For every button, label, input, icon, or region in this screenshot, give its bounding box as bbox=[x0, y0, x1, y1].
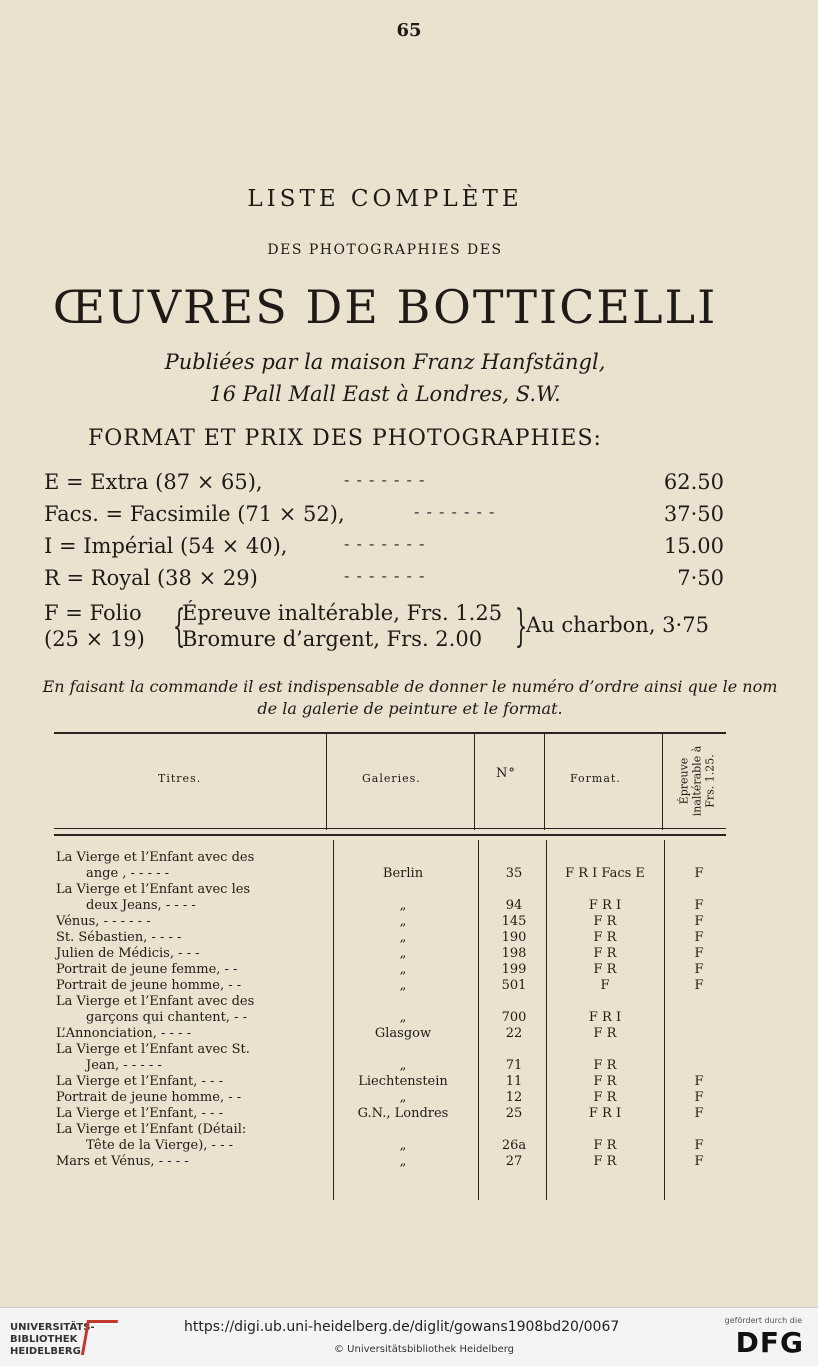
order-note: En faisant la commande il est indispensable de donner le numéro d’ordre ainsi que le nom de la galerie de peinture et le format. bbox=[42, 677, 778, 718]
price-row-extra bbox=[44, 470, 724, 500]
table-header-rule-2 bbox=[54, 834, 726, 836]
cell-numero: 501 bbox=[501, 978, 527, 993]
leader-dashes: - - - - - - - bbox=[344, 534, 426, 553]
format-label: E = Extra (87 × 65), bbox=[44, 470, 263, 494]
cell-galerie: Berlin bbox=[382, 866, 424, 881]
titre-line: La Vierge et l’Enfant, - - - bbox=[56, 1106, 223, 1121]
publisher-line-1: Publiées par la maison Franz Hanfstängl, bbox=[164, 350, 606, 374]
cell-epreuve: F bbox=[694, 1106, 704, 1121]
dfg-logo: DFG bbox=[735, 1326, 804, 1359]
table-top-rule bbox=[54, 732, 726, 734]
cell-numero: 199 bbox=[501, 962, 527, 977]
cell-format: F R I bbox=[588, 1010, 622, 1025]
header-galeries: Galeries. bbox=[362, 772, 421, 785]
leader-dashes: - - - - - - - bbox=[414, 502, 496, 521]
header-numero: N° bbox=[496, 766, 516, 781]
titre-line: Portrait de jeune femme, - - bbox=[56, 962, 238, 977]
folio-label bbox=[44, 600, 145, 652]
titre-line: Jean, - - - - - bbox=[86, 1058, 162, 1073]
titre-line: La Vierge et l’Enfant, - - - bbox=[56, 1074, 223, 1089]
folio-charbon-price: Au charbon, 3·75 bbox=[526, 613, 709, 637]
titre-line: garçons qui chantent, - - bbox=[86, 1010, 248, 1025]
folio-option-2: Bromure d’argent, Frs. 2.00 bbox=[182, 627, 483, 651]
cell-titre bbox=[56, 1106, 320, 1122]
cell-galerie: Liechtenstein bbox=[358, 1074, 448, 1089]
cell-galerie: „ bbox=[399, 946, 407, 961]
cell-titre bbox=[56, 1090, 320, 1106]
titre-line: Mars et Vénus, - - - - bbox=[56, 1154, 189, 1169]
cell-galerie: „ bbox=[399, 962, 407, 977]
cell-numero: 27 bbox=[505, 1154, 523, 1169]
titre-line: L’Annonciation, - - - - bbox=[56, 1026, 191, 1041]
format-price: 15.00 bbox=[663, 534, 724, 558]
format-price: 62.50 bbox=[663, 470, 724, 494]
formats-heading: FORMAT ET PRIX DES PHOTOGRAPHIES: bbox=[88, 426, 602, 451]
cell-titre bbox=[56, 1154, 320, 1170]
page-number: 65 bbox=[396, 20, 422, 41]
cell-format: F bbox=[600, 978, 610, 993]
column-divider bbox=[326, 734, 327, 830]
funding-note: gefördert durch die bbox=[724, 1316, 802, 1325]
format-price: 37·50 bbox=[663, 502, 724, 526]
cell-numero: 94 bbox=[505, 898, 523, 913]
folio-label-line-1: F = Folio bbox=[44, 601, 142, 625]
titre-line: Julien de Médicis, - - - bbox=[56, 946, 200, 961]
cell-epreuve: F bbox=[694, 866, 704, 881]
titre-line: La Vierge et l’Enfant (Détail: bbox=[56, 1122, 247, 1137]
cell-titre bbox=[56, 1074, 320, 1090]
cell-format: F R bbox=[593, 1058, 617, 1073]
price-row-royal bbox=[44, 566, 724, 596]
cell-epreuve: F bbox=[694, 1090, 704, 1105]
cell-galerie: „ bbox=[399, 978, 407, 993]
title-line-2: DES PHOTOGRAPHIES DES bbox=[267, 242, 503, 258]
cell-format: F R bbox=[593, 1154, 617, 1169]
permalink[interactable]: https://digi.ub.uni-heidelberg.de/diglit/gowans1908bd20/0067 bbox=[184, 1319, 620, 1335]
library-logo-mark-icon bbox=[81, 1320, 118, 1355]
format-label: R = Royal (38 × 29) bbox=[44, 566, 258, 590]
cell-epreuve: F bbox=[694, 914, 704, 929]
cell-galerie: „ bbox=[399, 1154, 407, 1169]
header-epreuve-text: Épreuve inaltérable à Frs. 1.25. bbox=[677, 745, 717, 817]
cell-titre bbox=[56, 930, 320, 946]
cell-epreuve: F bbox=[694, 1074, 704, 1089]
cell-numero: 198 bbox=[501, 946, 527, 961]
cell-numero: 35 bbox=[505, 866, 523, 881]
table-header-rule bbox=[54, 828, 726, 829]
library-logo: UNIVERSITÄTS- BIBLIOTHEK HEIDELBERG bbox=[10, 1322, 95, 1357]
format-label: I = Impérial (54 × 40), bbox=[44, 534, 288, 558]
cell-titre bbox=[56, 850, 320, 882]
cell-titre bbox=[56, 1026, 320, 1042]
cell-titre bbox=[56, 1042, 320, 1074]
header-titres: Titres. bbox=[158, 772, 202, 785]
folio-option-1: Épreuve inaltérable, Frs. 1.25 bbox=[182, 601, 503, 625]
column-divider bbox=[546, 840, 547, 1200]
header-format: Format. bbox=[570, 772, 621, 785]
leader-dashes: - - - - - - - bbox=[344, 470, 426, 489]
folio-format-block bbox=[44, 600, 734, 664]
cell-galerie: „ bbox=[399, 1138, 407, 1153]
column-divider bbox=[478, 840, 479, 1200]
titre-line: Portrait de jeune homme, - - bbox=[56, 1090, 242, 1105]
cell-numero: 190 bbox=[501, 930, 527, 945]
left-brace-icon: { bbox=[172, 601, 186, 652]
titre-line: Vénus, - - - - - - bbox=[56, 914, 151, 929]
cell-format: F R bbox=[593, 1074, 617, 1089]
titre-line: La Vierge et l’Enfant avec des bbox=[56, 850, 255, 865]
cell-epreuve: F bbox=[694, 1138, 704, 1153]
cell-numero: 22 bbox=[505, 1026, 523, 1041]
cell-galerie: „ bbox=[399, 898, 407, 913]
column-divider bbox=[544, 734, 545, 830]
cell-numero: 25 bbox=[505, 1106, 523, 1121]
cell-galerie: „ bbox=[399, 1090, 407, 1105]
cell-numero: 26a bbox=[501, 1138, 527, 1153]
cell-galerie: Glasgow bbox=[374, 1026, 432, 1041]
right-brace-icon: } bbox=[514, 601, 528, 652]
cell-epreuve: F bbox=[694, 946, 704, 961]
cell-galerie: „ bbox=[399, 1058, 407, 1073]
folio-options bbox=[182, 600, 502, 652]
header-epreuve bbox=[662, 740, 732, 822]
leader-dashes: - - - - - - - bbox=[344, 566, 426, 585]
cell-numero: 700 bbox=[501, 1010, 527, 1025]
column-divider bbox=[474, 734, 475, 830]
cell-galerie: „ bbox=[399, 914, 407, 929]
main-title: ŒUVRES DE BOTTICELLI bbox=[52, 280, 718, 334]
cell-titre bbox=[56, 946, 320, 962]
cell-epreuve: F bbox=[694, 1154, 704, 1169]
cell-format: F R I bbox=[588, 898, 622, 913]
format-price: 7·50 bbox=[677, 566, 724, 590]
footer-bar bbox=[0, 1307, 818, 1366]
cell-epreuve: F bbox=[694, 978, 704, 993]
format-label: Facs. = Facsimile (71 × 52), bbox=[44, 502, 345, 526]
titre-line: Tête de la Vierge), - - - bbox=[86, 1138, 233, 1153]
titre-line: La Vierge et l’Enfant avec St. bbox=[56, 1042, 250, 1057]
cell-format: F R bbox=[593, 1090, 617, 1105]
column-divider bbox=[664, 840, 665, 1200]
copyright-text: © Universitätsbibliothek Heidelberg bbox=[334, 1344, 515, 1355]
cell-numero: 71 bbox=[505, 1058, 523, 1073]
titre-line: La Vierge et l’Enfant avec des bbox=[56, 994, 255, 1009]
titre-line: ange , - - - - - bbox=[86, 866, 170, 881]
cell-epreuve: F bbox=[694, 962, 704, 977]
cell-epreuve: F bbox=[694, 930, 704, 945]
titre-line: St. Sébastien, - - - - bbox=[56, 930, 182, 945]
price-row-facsimile bbox=[44, 502, 724, 532]
cell-titre bbox=[56, 914, 320, 930]
cell-titre bbox=[56, 882, 320, 914]
folio-label-line-2: (25 × 19) bbox=[44, 627, 145, 651]
publisher-line-2: 16 Pall Mall East à Londres, S.W. bbox=[209, 382, 561, 406]
cell-numero: 12 bbox=[505, 1090, 523, 1105]
cell-epreuve: F bbox=[694, 898, 704, 913]
cell-titre bbox=[56, 994, 320, 1026]
titre-line: Portrait de jeune homme, - - bbox=[56, 978, 242, 993]
cell-format: F R bbox=[593, 914, 617, 929]
cell-galerie: „ bbox=[399, 1010, 407, 1025]
title-line-1: LISTE COMPLÈTE bbox=[247, 186, 523, 212]
cell-numero: 145 bbox=[501, 914, 527, 929]
cell-numero: 11 bbox=[505, 1074, 523, 1089]
cell-format: F R bbox=[593, 962, 617, 977]
titre-line: La Vierge et l’Enfant avec les bbox=[56, 882, 251, 897]
cell-titre bbox=[56, 1122, 320, 1154]
titre-line: deux Jeans, - - - - bbox=[86, 898, 196, 913]
cell-titre bbox=[56, 962, 320, 978]
cell-format: F R bbox=[593, 1138, 617, 1153]
cell-format: F R I Facs E bbox=[565, 866, 645, 881]
cell-galerie: G.N., Londres bbox=[357, 1106, 449, 1121]
cell-format: F R bbox=[593, 930, 617, 945]
cell-format: F R I bbox=[588, 1106, 622, 1121]
cell-format: F R bbox=[593, 1026, 617, 1041]
cell-galerie: „ bbox=[399, 930, 407, 945]
price-row-imperial bbox=[44, 534, 724, 564]
cell-titre bbox=[56, 978, 320, 994]
cell-format: F R bbox=[593, 946, 617, 961]
